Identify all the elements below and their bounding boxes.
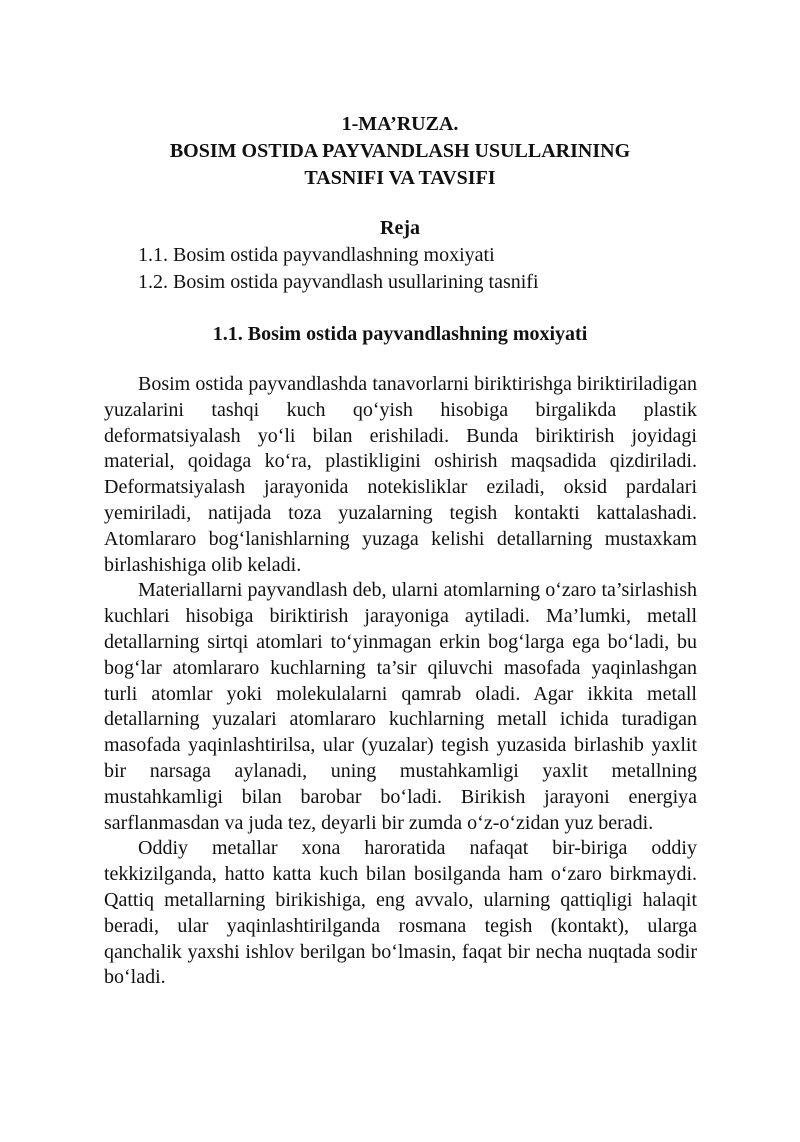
paragraph: Oddiy metallar xona haroratida nafaqat bir-biriga oddiy tekkizilganda, hatto katta kuch bilan bosilganda ham o‘zaro birkmaydi. Qattiq metallarning birikishiga, eng avvalo, ularning qattiqligi halaqit beradi, ular yaqinlashtirilganda rosmana tegish (kontakt), ularga qanchalik yaxshi ishlov berilgan bo‘lmasin, faqat bir necha nuqtada sodir bo‘ladi.	[104, 837, 697, 989]
title-line-topic: BOSIM OSTIDA PAYVANDLASH USULLARINING	[169, 140, 631, 162]
plan-item: 1.1. Bosim ostida payvandlashning moxiyati	[138, 244, 495, 266]
plan-heading: Reja	[380, 217, 420, 239]
paragraph: Materiallarni payvandlash deb, ularni atomlarning o‘zaro ta’sirlashish kuchlari hisobiga biriktirish jarayoniga aytiladi. Ma’lumki, metall detallarning sirtqi atomlari to‘yinmagan erkin bog‘larga ega bo‘ladi, bu bog‘lar atomlararo kuchlarning ta’sir qiluvchi masofada yaqinlashgan turli atomlar yoki molekulalarni qamrab oladi. Agar ikkita metall detallarning yuzalari atomlararo kuchlarning metall ichida turadigan masofada yaqinlashtirilsa, ular (yuzalar) tegish yuzasida birlashib yaxlit bir narsaga aylanadi, uning mustahkamligi yaxlit metallning mustahkamligi bilan barobar bo‘ladi. Birikish jarayoni energiya sarflanmasdan va juda tez, deyarli bir zumda o‘z-o‘zidan yuz beradi.	[104, 579, 697, 834]
plan-item: 1.2. Bosim ostida payvandlash usullarining tasnifi	[138, 271, 539, 293]
title-line-subtopic: TASNIFI VA TAVSIFI	[304, 167, 496, 189]
paragraph: Bosim ostida payvandlashda tanavorlarni biriktirishga biriktiriladigan yuzalarini tashqi kuch qo‘yish hisobiga birgalikda plastik deformatsiyalash yo‘li bilan erishiladi. Bunda biriktirish joyidagi material, qoidaga ko‘ra, plastikligini oshirish maqsadida qizdiriladi. Deformatsiyalash jarayonida notekisliklar eziladi, oksid pardalari yemiriladi, natijada toza yuzalarning tegish kontakti kattalashadi. Atomlararo bog‘lanishlarning yuzaga kelishi detallarning mustaxkam birlashishiga olib keladi.	[104, 373, 697, 576]
lecture-title	[0, 111, 800, 192]
body-text	[104, 372, 697, 991]
section-heading: 1.1. Bosim ostida payvandlashning moxiyati	[212, 323, 588, 345]
title-line-lecture-number: 1-MA’RUZA.	[341, 113, 459, 135]
plan-list	[138, 242, 738, 296]
